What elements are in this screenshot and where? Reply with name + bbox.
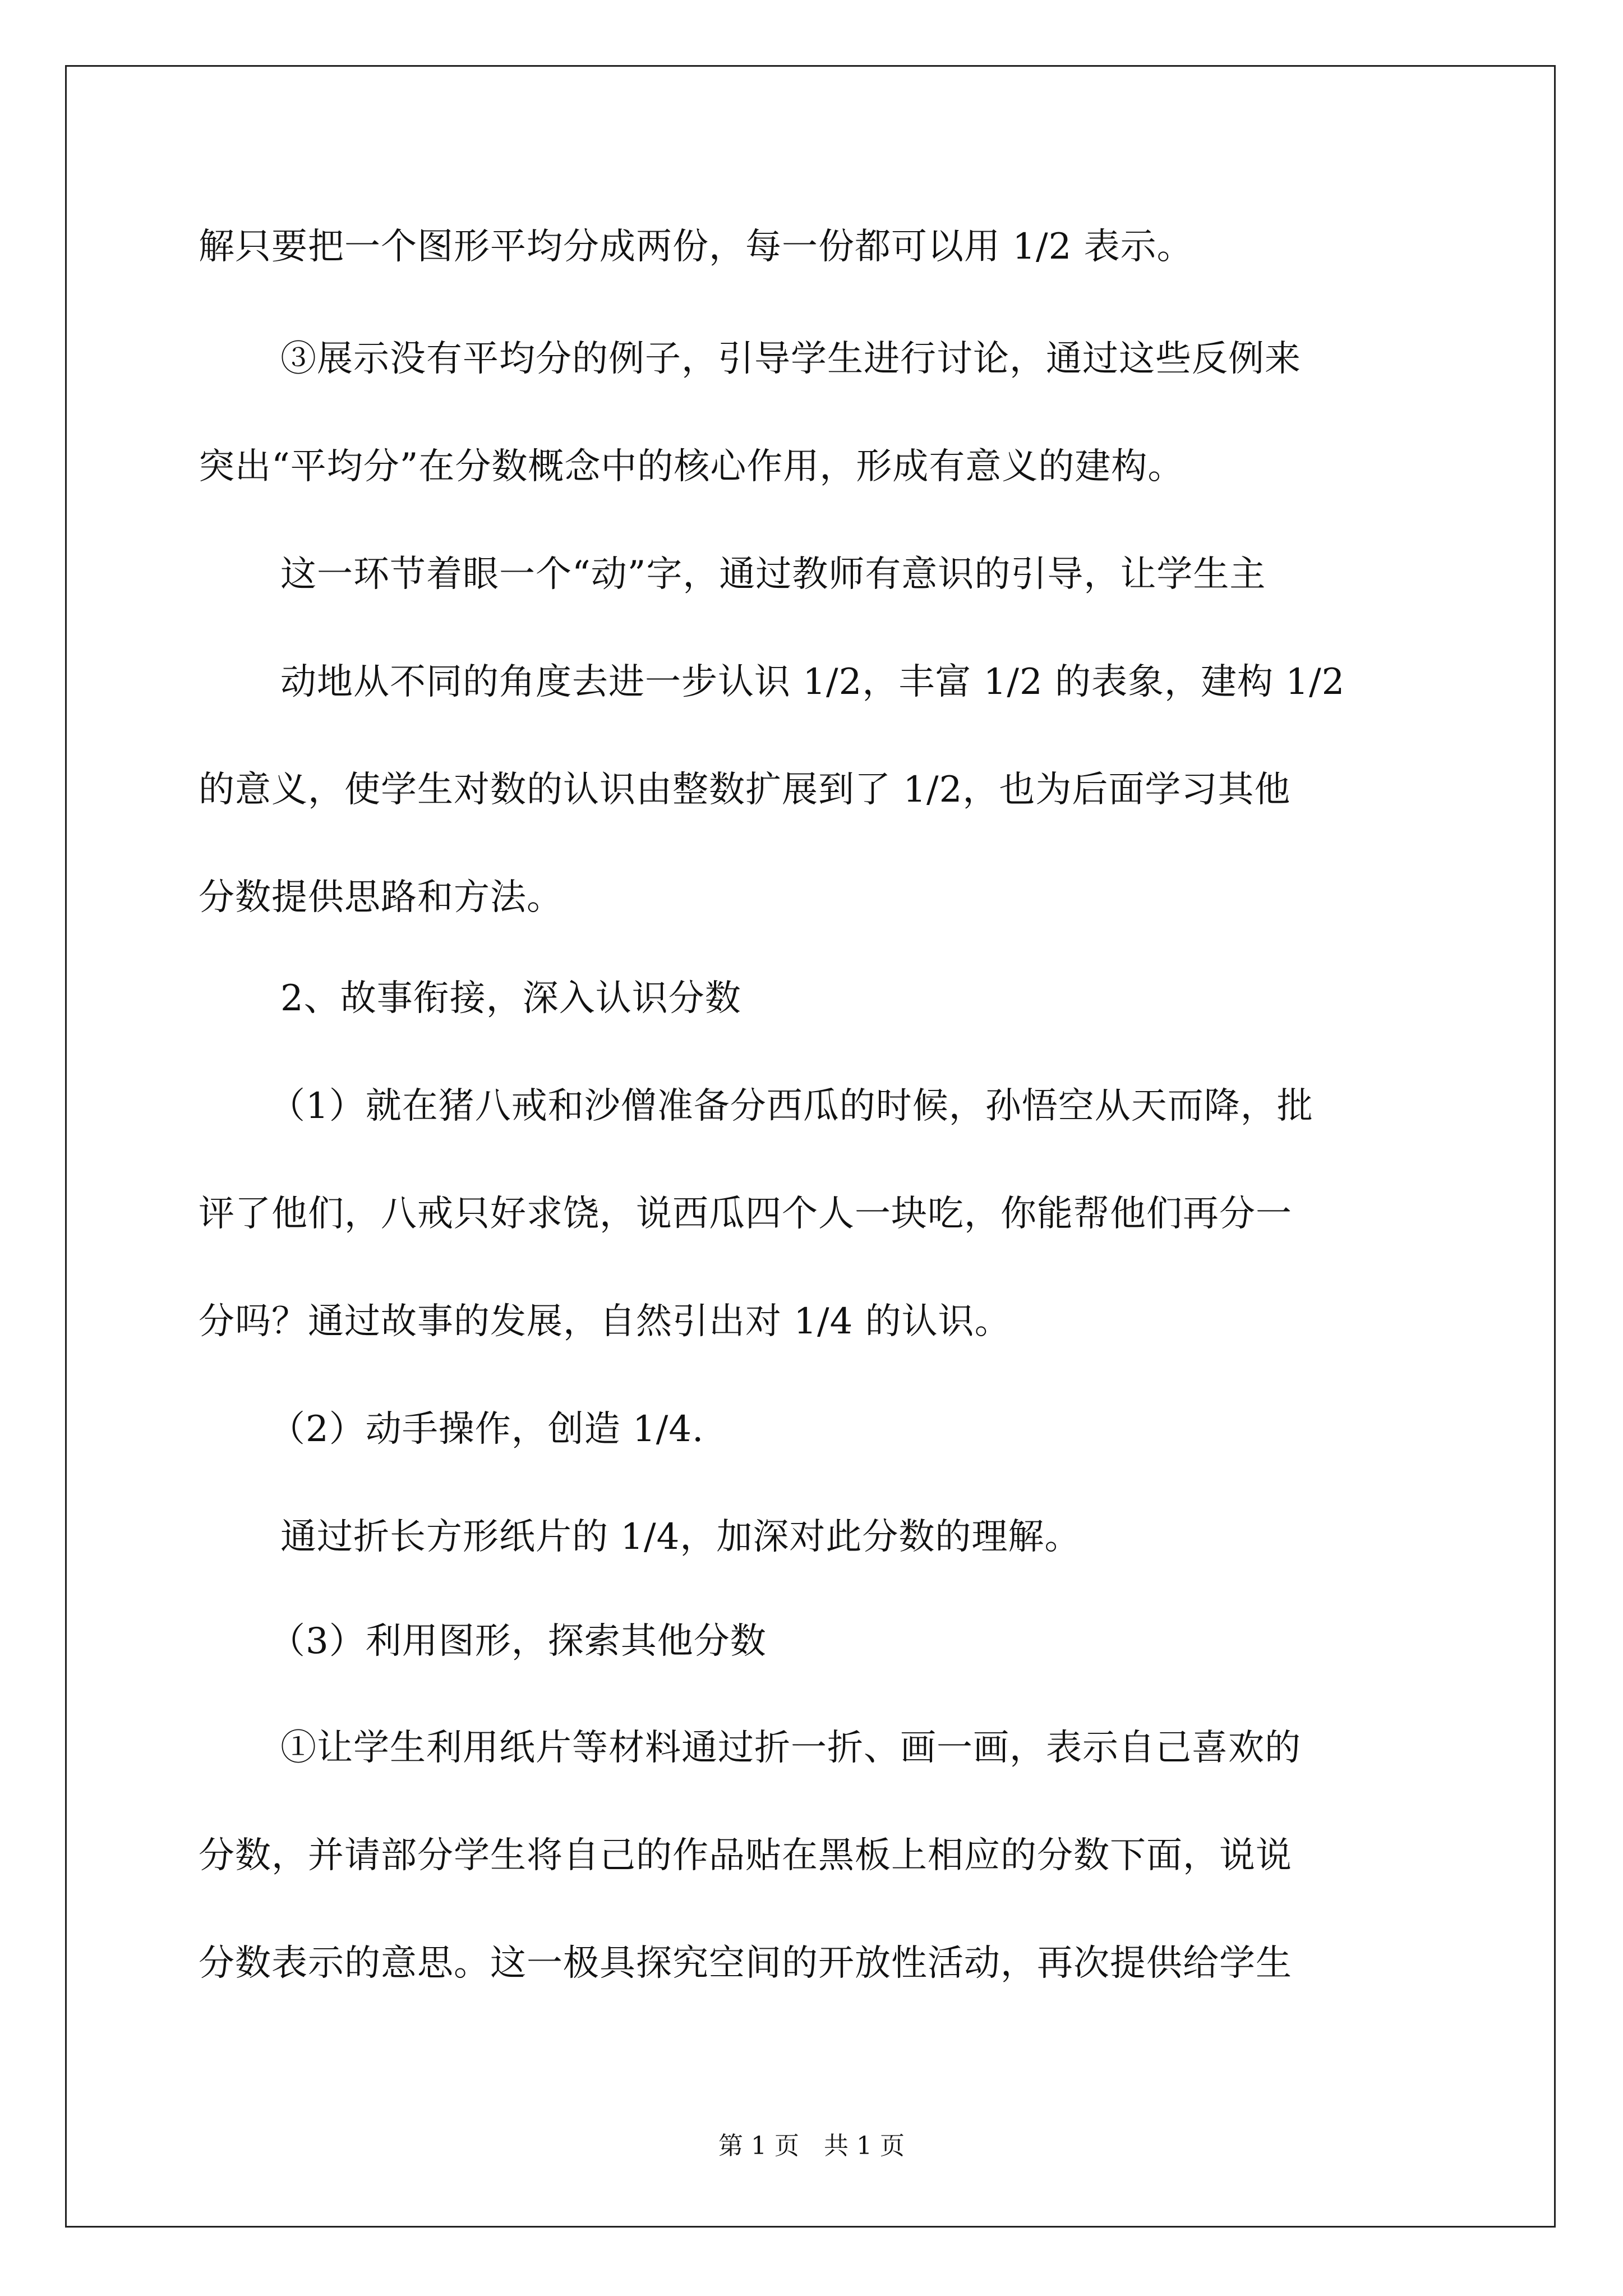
text-line-17: 分数表示的意思。这一极具探究空间的开放性活动，再次提供给学生 (199, 1943, 1292, 1984)
text-line-8: 2、故事衔接，深入认识分数 (280, 978, 741, 1019)
text-line-4: 这一环节着眼一个“动”字，通过教师有意识的引导，让学生主 (280, 554, 1266, 595)
text-line-11: 分吗？通过故事的发展，自然引出对 1/4 的认识。 (199, 1301, 1011, 1342)
text-line-13: 通过折长方形纸片的 1/4，加深对此分数的理解。 (280, 1516, 1081, 1558)
text-line-15: ①让学生利用纸片等材料通过折一折、画一画，表示自己喜欢的 (280, 1727, 1301, 1769)
text-line-12: （2）动手操作，创造 1/4. (269, 1409, 704, 1450)
text-line-7: 分数提供思路和方法。 (199, 877, 563, 918)
text-line-2: ③展示没有平均分的例子，引导学生进行讨论，通过这些反例来 (280, 338, 1301, 380)
page-border (65, 65, 1556, 2228)
text-line-9: （1）就在猪八戒和沙僧准备分西瓜的时候，孙悟空从天而降，批 (269, 1085, 1313, 1127)
page-footer: 第 1 页 共 1 页 (718, 2132, 905, 2160)
text-line-5: 动地从不同的角度去进一步认识 1/2，丰富 1/2 的表象，建构 1/2 (280, 661, 1345, 703)
text-line-1: 解只要把一个图形平均分成两份，每一份都可以用 1/2 表示。 (199, 226, 1193, 268)
text-line-6: 的意义，使学生对数的认识由整数扩展到了 1/2，也为后面学习其他 (199, 769, 1291, 811)
text-line-10: 评了他们，八戒只好求饶，说西瓜四个人一块吃，你能帮他们再分一 (199, 1193, 1292, 1235)
text-line-14: （3）利用图形，探索其他分数 (269, 1621, 767, 1662)
text-line-3: 突出“平均分”在分数概念中的核心作用，形成有意义的建构。 (199, 446, 1184, 487)
text-line-16: 分数，并请部分学生将自己的作品贴在黑板上相应的分数下面，说说 (199, 1835, 1292, 1876)
